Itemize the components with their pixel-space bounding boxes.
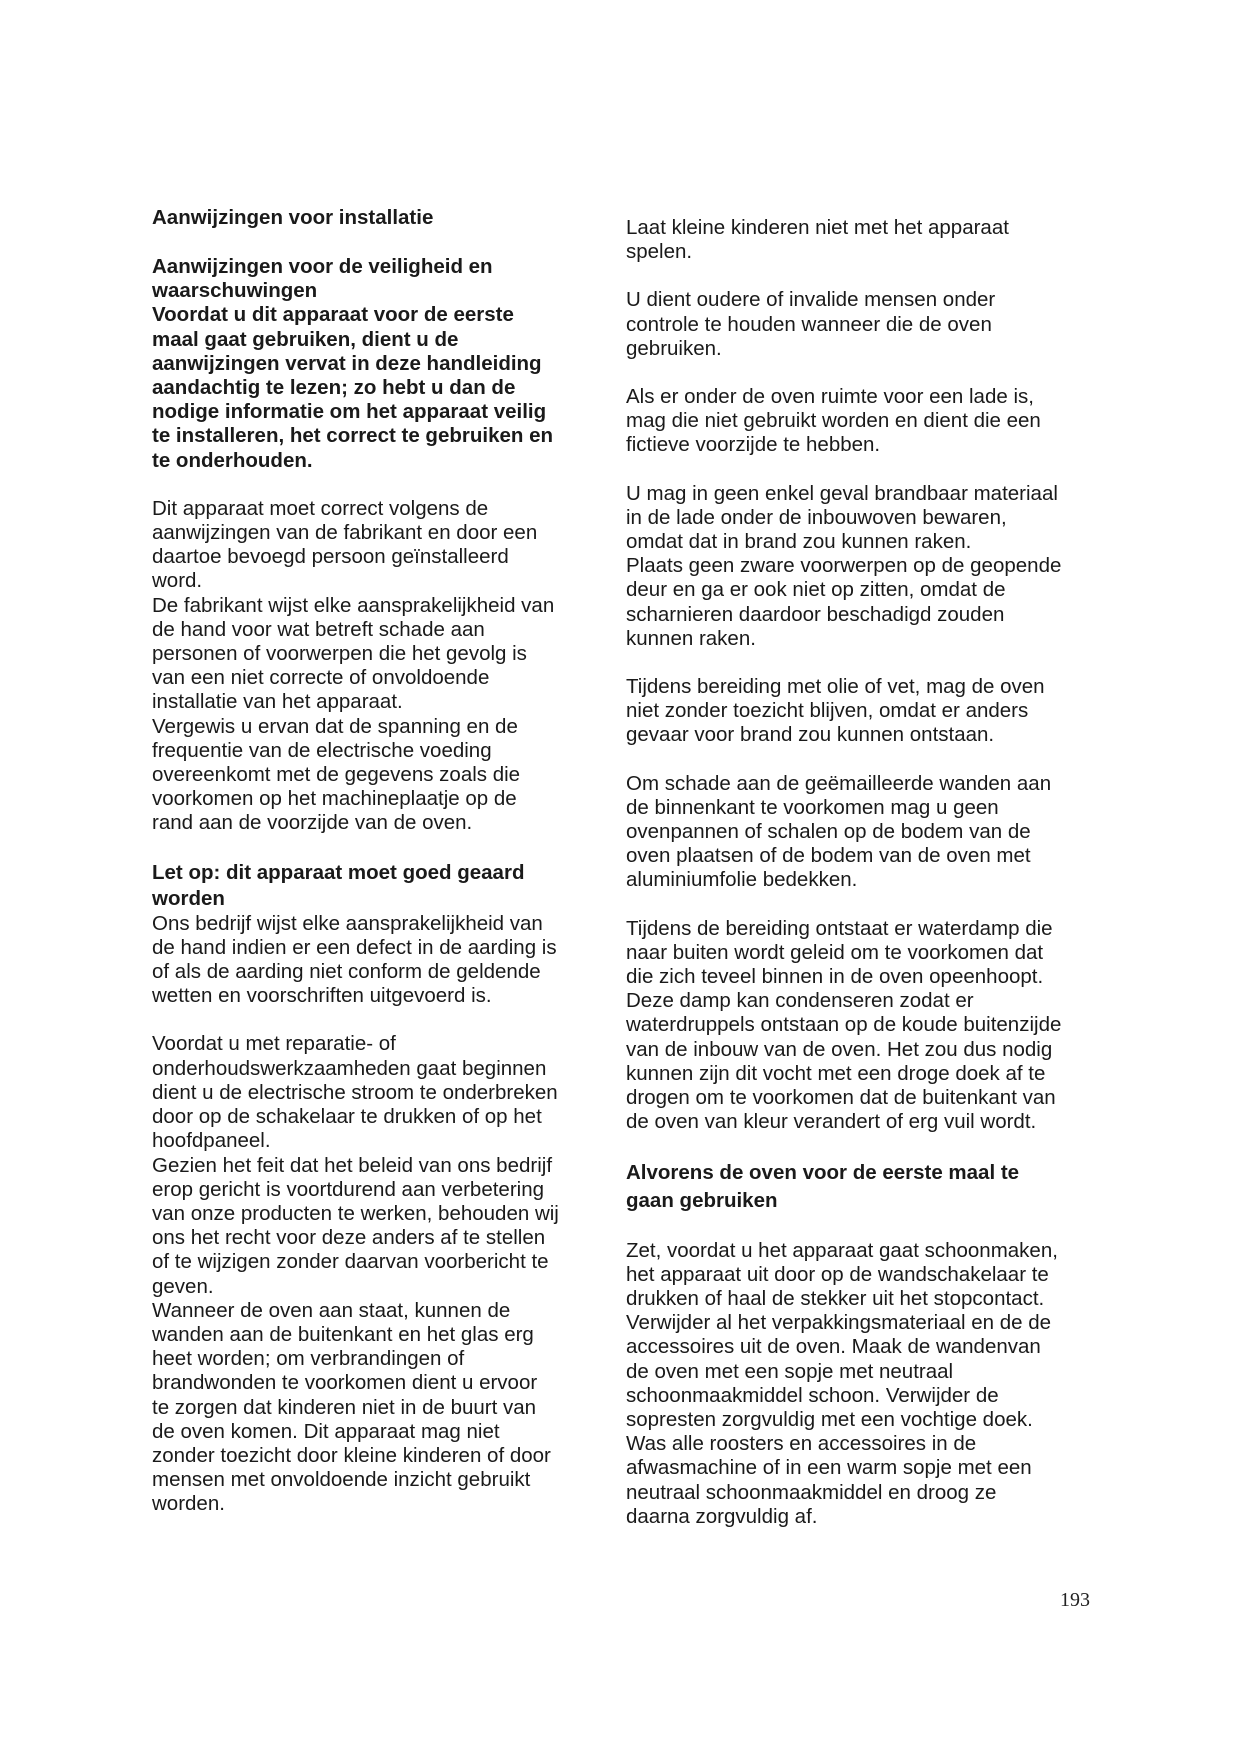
- flammable-paragraph: U mag in geen enkel geval brandbaar materiaal in de lade onder de inbouwoven bewaren, omdat dat in brand zou kunnen raken. Plaats geen zware voorwerpen op de geopende deur en ga er ook niet op zitten, omdat de scharnieren daardoor beschadigd zouden kunnen raken.: [626, 481, 1062, 650]
- first-use-paragraph: Zet, voordat u het apparaat gaat schoonmaken, het apparaat uit door op de wandschakelaar te drukken of haal de stekker uit het stopcontact. Verwijder al het verpakkingsmateriaal en de de accessoires uit de oven. Maak de wandenvan de oven met een sopje met neutraal schoonmaakmiddel schoon. Verwijder de sopresten zorgvuldig met een vochtige doek. Was alle roosters en accessoires in de afwasmachine of in een warm sopje met een neutraal schoonmaakmiddel en droog ze daarna zorgvuldig af.: [626, 1238, 1058, 1528]
- enamel-paragraph: Om schade aan de geëmailleerde wanden aan de binnenkant te voorkomen mag u geen ovenpannen of schalen op de bodem van de oven plaatsen of de bodem van de oven met aluminiumfolie bedekken.: [626, 771, 1052, 892]
- drawer-paragraph: Als er onder de oven ruimte voor een lade is, mag die niet gebruikt worden en dient die een fictieve voorzijde te hebben.: [626, 385, 1041, 457]
- install-paragraph: Dit apparaat moet correct volgens de aanwijzingen van de fabrikant en door een daartoe bevoegd persoon geïnstalleerd word. De fabrikant wijst elke aansprakelijkheid van de hand voor wat betreft schade aan personen of voorwerpen die het gevolg is van een niet correcte of onvoldoende installatie van het apparaat. Vergewis u ervan dat de spanning en de frequentie van de electrische voeding overeenkomt met de gegevens zoals die voorkomen op het machineplaatje op de rand aan de voorzijde van de oven.: [152, 496, 555, 835]
- safety-intro: Voordat u dit apparaat voor de eerste maal gaat gebruiken, dient u de aanwijzingen vervat in deze handleiding aandachtig te lezen; zo hebt u dan de nodige informatie om het apparaat veilig te installeren, het correct te gebruiken en te onderhouden.: [152, 303, 554, 472]
- installation-title: Aanwijzingen voor installatie: [152, 206, 434, 229]
- page-number: 193: [1060, 1589, 1090, 1611]
- repair-paragraph: Voordat u met reparatie- of onderhoudswerkzaamheden gaat beginnen dient u de electrische stroom te onderbreken door op de schakelaar te drukken of op het hoofdpaneel. Gezien het feit dat het beleid van ons bedrijf erop gericht is voortdurend aan verbetering van onze producten te werken, behouden wij ons het recht voor deze anders af te stellen of te wijzigen zonder daarvan voorbericht te geven. Wanneer de oven aan staat, kunnen de wanden aan de buitenkant en het glas erg heet worden; om verbrandingen of brandwonden te voorkomen dient u ervoor te zorgen dat kinderen niet in de buurt van de oven komen. Dit apparaat mag niet zonder toezicht door kleine kinderen of door mensen met onvoldoende inzicht gebruikt worden.: [152, 1032, 559, 1516]
- first-use-heading: Alvorens de oven voor de eerste maal te gaan gebruiken: [626, 1160, 1020, 1212]
- steam-paragraph: Tijdens de bereiding ontstaat er waterdamp die naar buiten wordt geleid om te voorkomen dat die zich teveel binnen in de oven opeenhoopt. Deze damp kan condenseren zodat er waterdruppels ontstaan op de koude buitenzijde van de inbouw van de oven. Het zou dus nodig kunnen zijn dit vocht met een droge doek af te drogen om te voorkomen dat de buitenkant van de oven van kleur verandert of erg vuil wordt.: [626, 916, 1062, 1134]
- left-column: [152, 205, 592, 1517]
- children-paragraph: Laat kleine kinderen niet met het apparaat spelen.: [626, 216, 1009, 264]
- earthing-paragraph: Ons bedrijf wijst elke aansprakelijkheid van de hand indien er een defect in de aarding is of als de aarding niet conform de geldende wetten en voorschriften uitgevoerd is.: [152, 911, 557, 1008]
- elderly-paragraph: U dient oudere of invalide mensen onder controle te houden wanneer die de oven gebruiken.: [626, 288, 996, 360]
- right-column: [626, 216, 1096, 1529]
- oil-paragraph: Tijdens bereiding met olie of vet, mag de oven niet zonder toezicht blijven, omdat er anders gevaar voor brand zou kunnen ontstaan.: [626, 675, 1045, 747]
- safety-heading: Aanwijzingen voor de veiligheid en waarschuwingen: [152, 255, 493, 303]
- earthing-heading: Let op: dit apparaat moet goed geaard worden: [152, 860, 525, 910]
